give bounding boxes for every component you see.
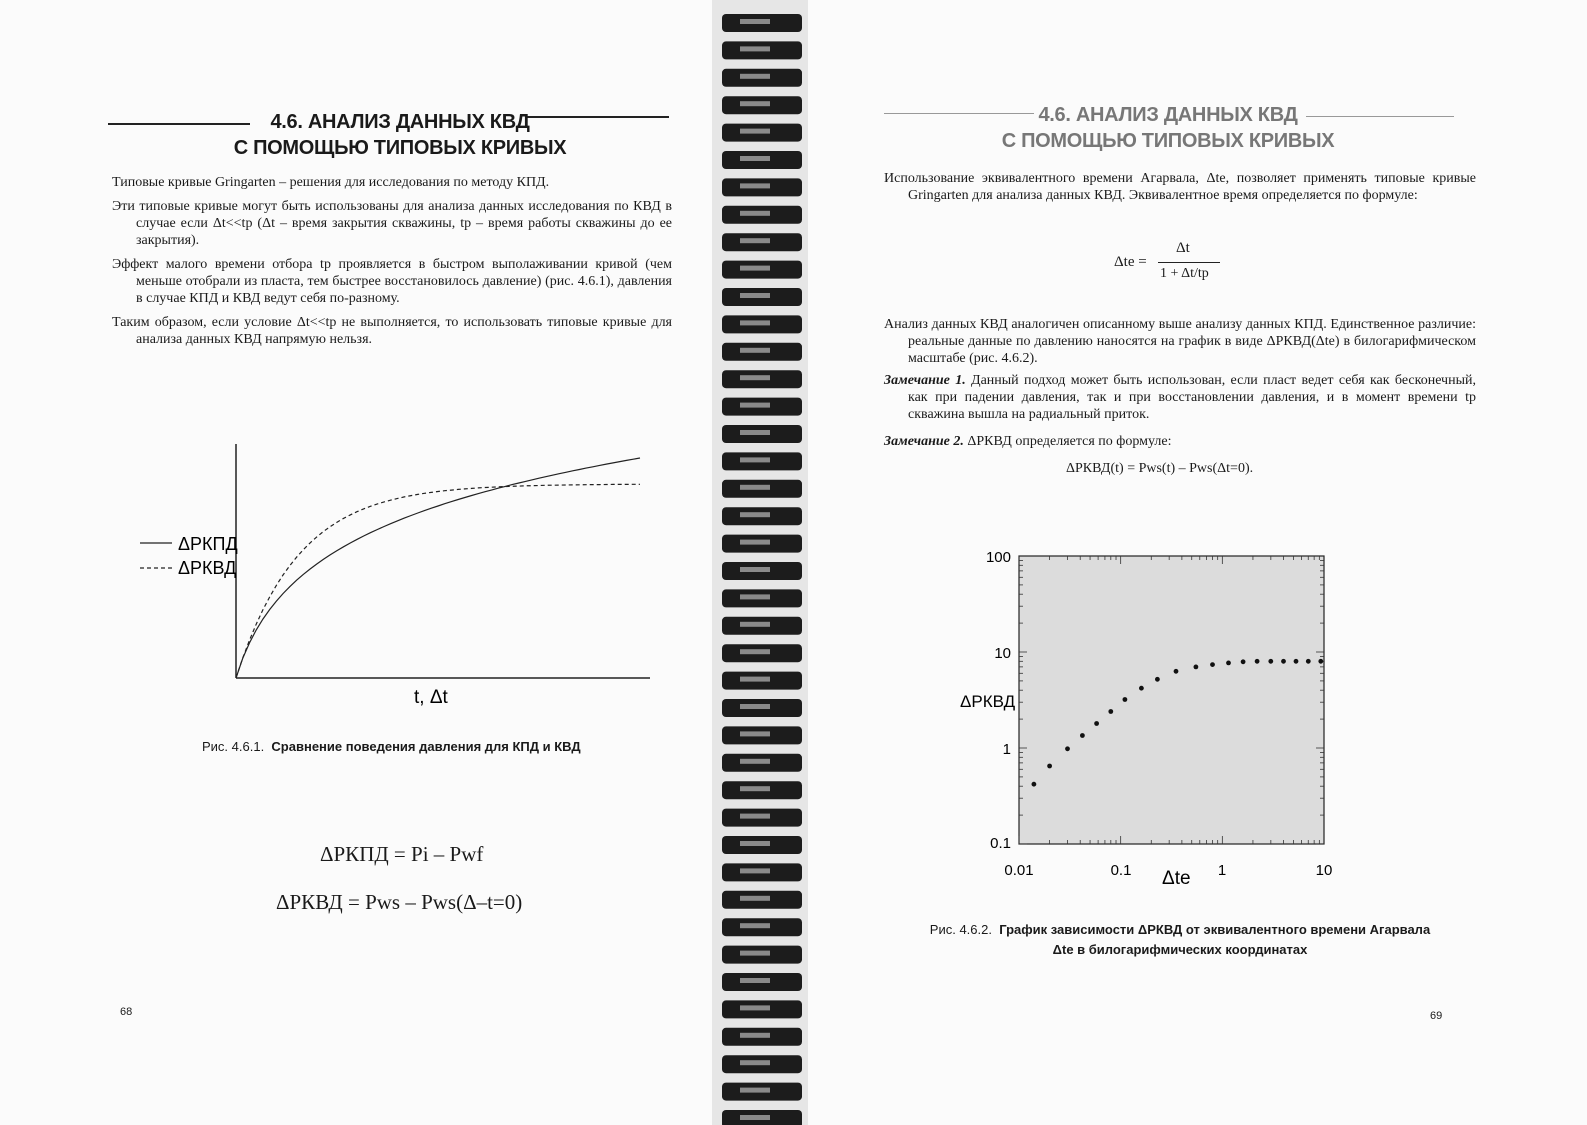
caption-title-line-2: Δte в билогарифмических координатах <box>1052 942 1308 957</box>
data-point <box>1080 733 1085 738</box>
right-para-1: Использование эквивалентного времени Агарвала, Δte, позволяет применять типовые кривые Gringarten для анализа данных КВД. Эквивалентное время определяется по формуле: <box>884 171 1476 203</box>
x-tick-0.01: 0.01 <box>1004 862 1034 879</box>
y-tick-1: 1 <box>1002 741 1011 758</box>
formula-kvd: ΔPКВД = Pws – Pws(Δ–t=0) <box>276 890 523 914</box>
ring-highlight <box>740 540 770 545</box>
data-point <box>1210 662 1215 667</box>
data-point <box>1318 659 1323 664</box>
ring-highlight <box>740 1088 770 1093</box>
spiral-rings <box>712 0 808 1125</box>
formula-denominator: 1 + Δt/tp <box>1160 266 1209 281</box>
heading-line-1: 4.6. АНАЛИЗ ДАННЫХ КВД <box>1038 104 1298 126</box>
ring-highlight <box>740 129 770 134</box>
data-point <box>1174 669 1179 674</box>
y-tick-0.1: 0.1 <box>990 835 1011 852</box>
data-point <box>1306 659 1311 664</box>
x-axis-label: t, Δt <box>414 687 448 708</box>
formula-bar <box>1158 262 1220 263</box>
plot-area <box>1019 556 1324 844</box>
ring-highlight <box>740 594 770 599</box>
ring-highlight <box>740 923 770 928</box>
ring-highlight <box>740 293 770 298</box>
x-tick-1: 1 <box>1217 862 1227 879</box>
ring-highlight <box>740 19 770 24</box>
note-1 <box>884 372 1476 423</box>
ring-highlight <box>740 841 770 846</box>
formula-kpd: ΔPКПД = Pi – Pwf <box>320 842 484 866</box>
ring-highlight <box>740 211 770 216</box>
caption-prefix: Рис. 4.6.2. <box>929 922 992 937</box>
caption-title-line-1: График зависимости ΔPКВД от эквивалентного времени Агарвала <box>999 922 1431 937</box>
data-point <box>1268 659 1273 664</box>
ring-highlight <box>740 403 770 408</box>
left-page <box>0 0 712 1125</box>
paragraph-4: Таким образом, если условие Δt<<tp не выполняется, то использовать типовые кривые для анализа данных КВД напрямую нельзя. <box>112 315 672 347</box>
section-heading <box>998 102 1338 154</box>
ring-highlight <box>740 1060 770 1065</box>
ring-highlight <box>740 786 770 791</box>
spiral-binding <box>712 0 808 1125</box>
ring-highlight <box>740 731 770 736</box>
ring-highlight <box>740 1033 770 1038</box>
heading-line-2: С ПОМОЩЬЮ ТИПОВЫХ КРИВЫХ <box>1001 130 1335 152</box>
data-point <box>1108 709 1113 714</box>
x-tick-0.1: 0.1 <box>1110 862 1132 879</box>
ring-highlight <box>740 238 770 243</box>
note-2 <box>884 433 1452 450</box>
ring-highlight <box>740 457 770 462</box>
ring-highlight <box>740 1115 770 1120</box>
data-point <box>1047 764 1052 769</box>
paragraph-1: Типовые кривые Gringarten – решения для исследования по методу КПД. <box>112 175 550 190</box>
ring-highlight <box>740 1005 770 1010</box>
note-1-label: Замечание 1. <box>884 373 966 388</box>
page-number-right: 69 <box>1430 1010 1443 1022</box>
paragraph-3: Эффект малого времени отбора tp проявляется в быстром выполаживании кривой (чем меньше отобрали из пласта, тем быстрее восстановилось давление) (рис. 4.6.1), давления в случае КПД и КВД ведут себя по-разному. <box>112 257 672 306</box>
note-1-text: Данный подход может быть использован, если пласт ведет себя как бесконечный, как при падении давления, так и при восстановлении давления, и в момент времени tp скважина вышла на радиальный приток. <box>908 373 1476 422</box>
ring-highlight <box>740 430 770 435</box>
loglog-scatter-chart <box>808 540 1587 900</box>
data-point <box>1123 697 1128 702</box>
ring-highlight <box>740 814 770 819</box>
pressure-comparison-chart <box>0 430 712 730</box>
ring-highlight <box>740 266 770 271</box>
data-point <box>1155 677 1160 682</box>
note-2-text: ΔPКВД определяется по формуле: <box>967 434 1172 449</box>
formula-numerator: Δt <box>1176 240 1190 256</box>
ring-highlight <box>740 978 770 983</box>
data-point <box>1094 721 1099 726</box>
y-tick-100: 100 <box>985 549 1011 566</box>
data-point <box>1241 659 1246 664</box>
agarwal-formula <box>1114 240 1234 300</box>
page-number-left: 68 <box>120 1006 133 1018</box>
ring-highlight <box>740 156 770 161</box>
ring-highlight <box>740 46 770 51</box>
ring-highlight <box>740 677 770 682</box>
ring-highlight <box>740 896 770 901</box>
ring-highlight <box>740 74 770 79</box>
right-page <box>808 0 1587 1125</box>
ring-highlight <box>740 183 770 188</box>
data-point <box>1294 659 1299 664</box>
x-axis-label: Δte <box>1162 868 1191 889</box>
ring-highlight <box>740 567 770 572</box>
heading-rule-left <box>108 123 250 125</box>
legend-dashed-label: ΔPКВД <box>178 558 237 578</box>
heading-line-2: С ПОМОЩЬЮ ТИПОВЫХ КРИВЫХ <box>233 137 567 159</box>
note-2-label: Замечание 2. <box>884 434 964 449</box>
data-point <box>1065 746 1070 751</box>
ring-highlight <box>740 868 770 873</box>
heading-line-1: 4.6. АНАЛИЗ ДАННЫХ КВД <box>270 111 530 133</box>
ring-highlight <box>740 101 770 106</box>
data-point <box>1281 659 1286 664</box>
x-tick-10: 10 <box>1315 862 1333 879</box>
figure-caption-right <box>900 920 1460 960</box>
data-point <box>1139 686 1144 691</box>
ring-highlight <box>740 485 770 490</box>
right-para-2: Анализ данных КВД аналогичен описанному выше анализу данных КПД. Единственное различие: реальные данные по давлению наносятся на график в виде ΔPКВД(Δte) в билогарифмическом масштабе (рис. 4.6.2). <box>884 317 1476 366</box>
ring-highlight <box>740 704 770 709</box>
note-2-formula: ΔPКВД(t) = Pws(t) – Pws(Δt=0). <box>1066 461 1254 476</box>
legend-solid-label: ΔPКПД <box>178 534 238 554</box>
data-point <box>1194 665 1199 670</box>
data-point <box>1032 782 1037 787</box>
y-axis-label: ΔPКВД <box>960 692 1016 711</box>
figure-caption-left <box>202 739 581 754</box>
ring-highlight <box>740 512 770 517</box>
curve-kvd-line <box>236 484 640 678</box>
data-point <box>1255 659 1260 664</box>
ring-highlight <box>740 622 770 627</box>
ring-highlight <box>740 320 770 325</box>
ring-highlight <box>740 951 770 956</box>
ring-highlight <box>740 759 770 764</box>
paragraph-2: Эти типовые кривые могут быть использованы для анализа данных исследования по КВД в случае если Δt<<tp (Δt – время закрытия скважины, tp – время работы скважины до ее закрытия). <box>112 199 672 248</box>
y-tick-10: 10 <box>994 645 1011 662</box>
left-body-text <box>112 174 672 355</box>
formula-lhs: Δte = <box>1114 254 1147 270</box>
data-point <box>1226 661 1231 666</box>
section-heading <box>230 109 570 161</box>
caption-title: Сравнение поведения давления для КПД и КВД <box>271 739 581 754</box>
caption-prefix: Рис. 4.6.1. <box>202 739 265 754</box>
ring-highlight <box>740 649 770 654</box>
ring-highlight <box>740 375 770 380</box>
ring-highlight <box>740 348 770 353</box>
